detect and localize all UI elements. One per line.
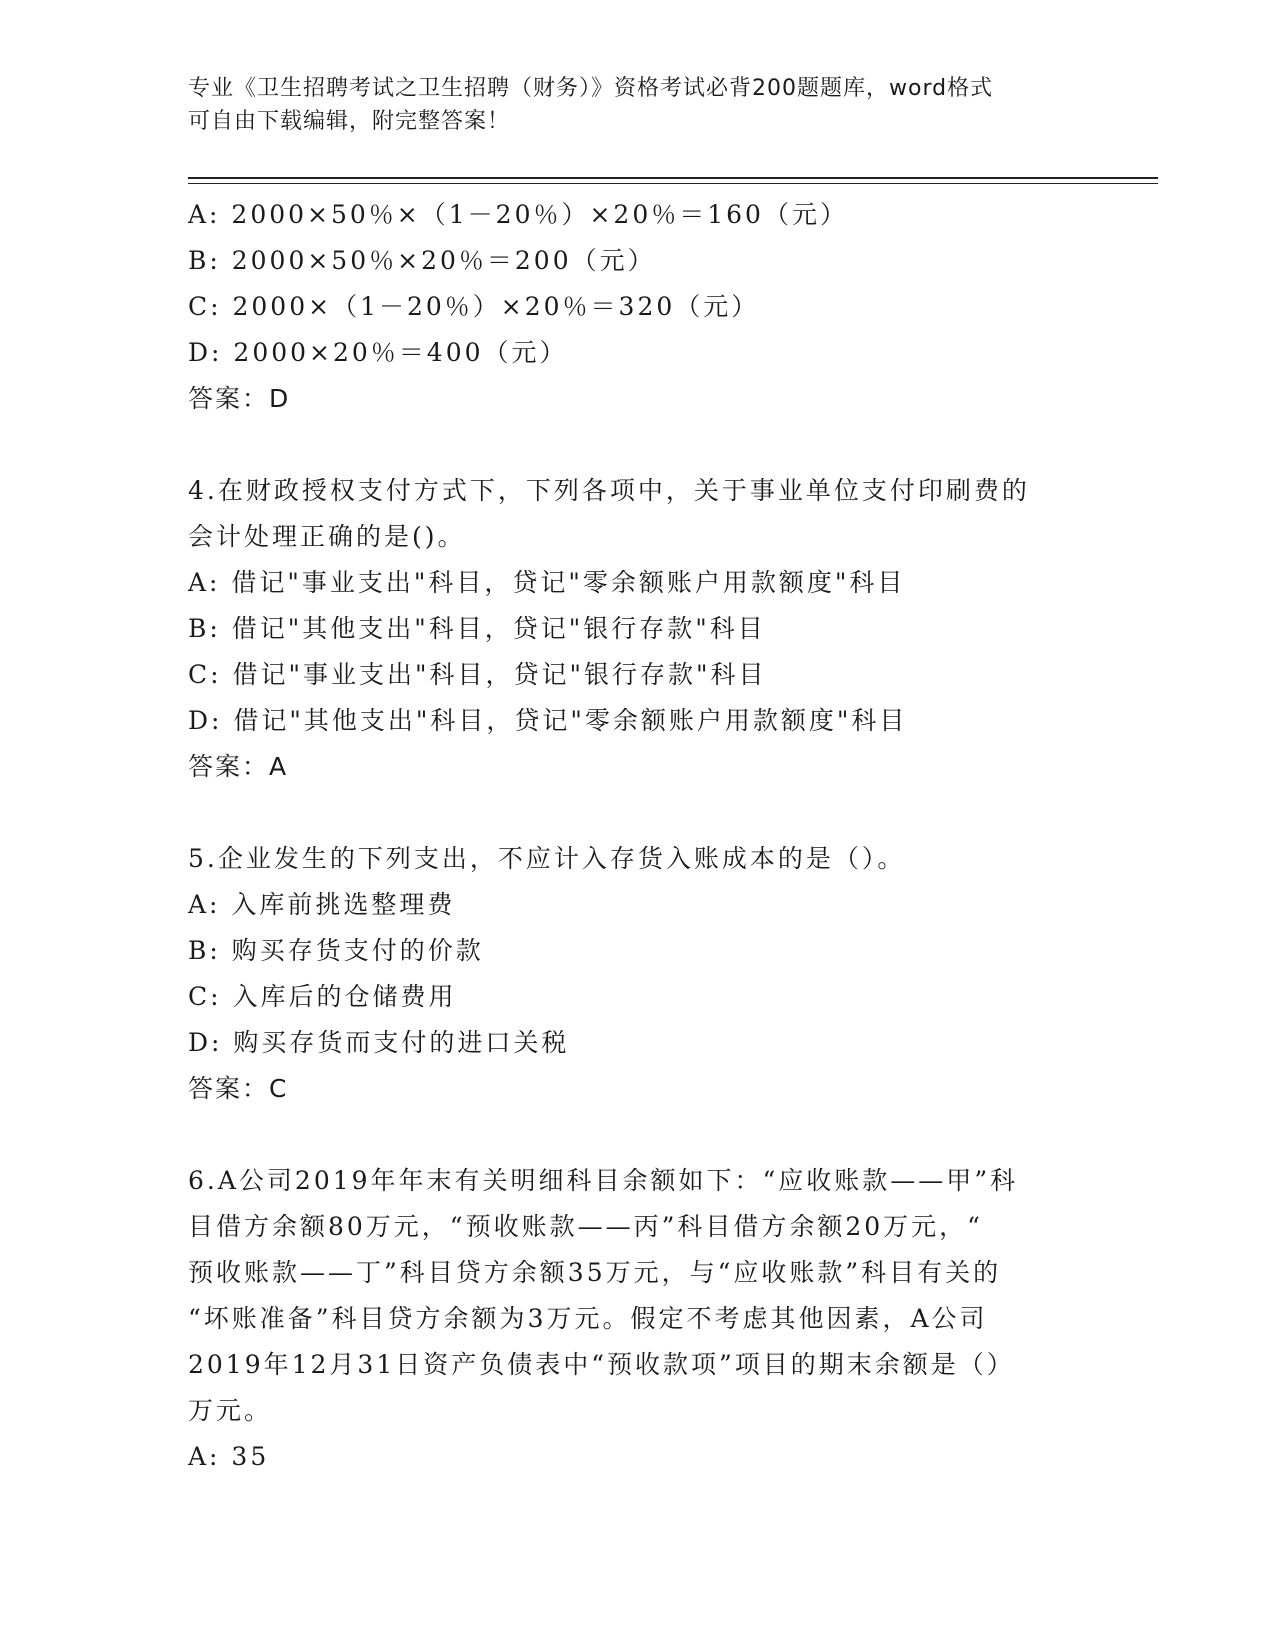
q5-option-d: D: 购买存货而支付的进口关税: [188, 1028, 570, 1057]
q6-stem-line-1: 6.A公司2019年年末有关明细科目余额如下：“应收账款——甲”科: [188, 1166, 1019, 1195]
q4-option-c: C: 借记"事业支出"科目，贷记"银行存款"科目: [188, 660, 767, 689]
q6-option-a: A: 35: [188, 1442, 270, 1471]
q5-option-b: B: 购买存货支付的价款: [188, 936, 484, 965]
q5-answer: 答案：C: [188, 1074, 289, 1103]
q6-stem-line-2: 目借方余额80万元，“预收账款——丙”科目借方余额20万元，“: [188, 1212, 983, 1241]
spacer: [188, 1112, 1088, 1158]
q4-option-a: A: 借记"事业支出"科目，贷记"零余额账户用款额度"科目: [188, 568, 906, 597]
q6-stem-line-3: 预收账款——丁”科目贷方余额35万元，与“应收账款”科目有关的: [188, 1258, 1002, 1287]
q3-option-b: B: 2000×50％×20％＝200（元）: [188, 246, 656, 275]
q6-stem-line-6: 万元。: [188, 1396, 273, 1425]
document-header: [188, 72, 1088, 138]
spacer: [188, 790, 1088, 836]
q5-stem: 5.企业发生的下列支出，不应计入存货入账成本的是（）。: [188, 844, 906, 873]
q4-answer: 答案：A: [188, 752, 289, 781]
q3-option-a: A: 2000×50％×（1－20％）×20％＝160（元）: [188, 200, 848, 229]
header-divider-thick: [188, 177, 1158, 179]
question-4-block: [188, 468, 1088, 790]
header-divider-thin: [188, 183, 1158, 184]
q4-option-b: B: 借记"其他支出"科目，贷记"银行存款"科目: [188, 614, 766, 643]
q4-stem-line-1: 4.在财政授权支付方式下，下列各项中，关于事业单位支付印刷费的: [188, 476, 1030, 505]
q3-option-c: C: 2000×（1－20％）×20％＝320（元）: [188, 292, 760, 321]
q6-stem-line-5: 2019年12月31日资产负债表中“预收款项”项目的期末余额是（）: [188, 1350, 1015, 1379]
q6-stem-line-4: “坏账准备”科目贷方余额为3万元。假定不考虑其他因素，A公司: [188, 1304, 988, 1333]
question-3-block: [188, 192, 1088, 422]
q5-option-c: C: 入库后的仓储费用: [188, 982, 457, 1011]
question-6-block: [188, 1158, 1088, 1480]
header-line-1: 专业《卫生招聘考试之卫生招聘（财务）》资格考试必背200题题库，word格式: [188, 76, 994, 101]
question-5-block: [188, 836, 1088, 1112]
spacer: [188, 422, 1088, 468]
header-line-2: 可自由下载编辑，附完整答案！: [188, 109, 511, 134]
q3-option-d: D: 2000×20％＝400（元）: [188, 338, 568, 367]
q5-option-a: A: 入库前挑选整理费: [188, 890, 456, 919]
q4-option-d: D: 借记"其他支出"科目，贷记"零余额账户用款额度"科目: [188, 706, 908, 735]
q3-answer: 答案：D: [188, 384, 291, 413]
question-content: [188, 192, 1088, 1480]
q4-stem-line-2: 会计处理正确的是()。: [188, 522, 466, 551]
